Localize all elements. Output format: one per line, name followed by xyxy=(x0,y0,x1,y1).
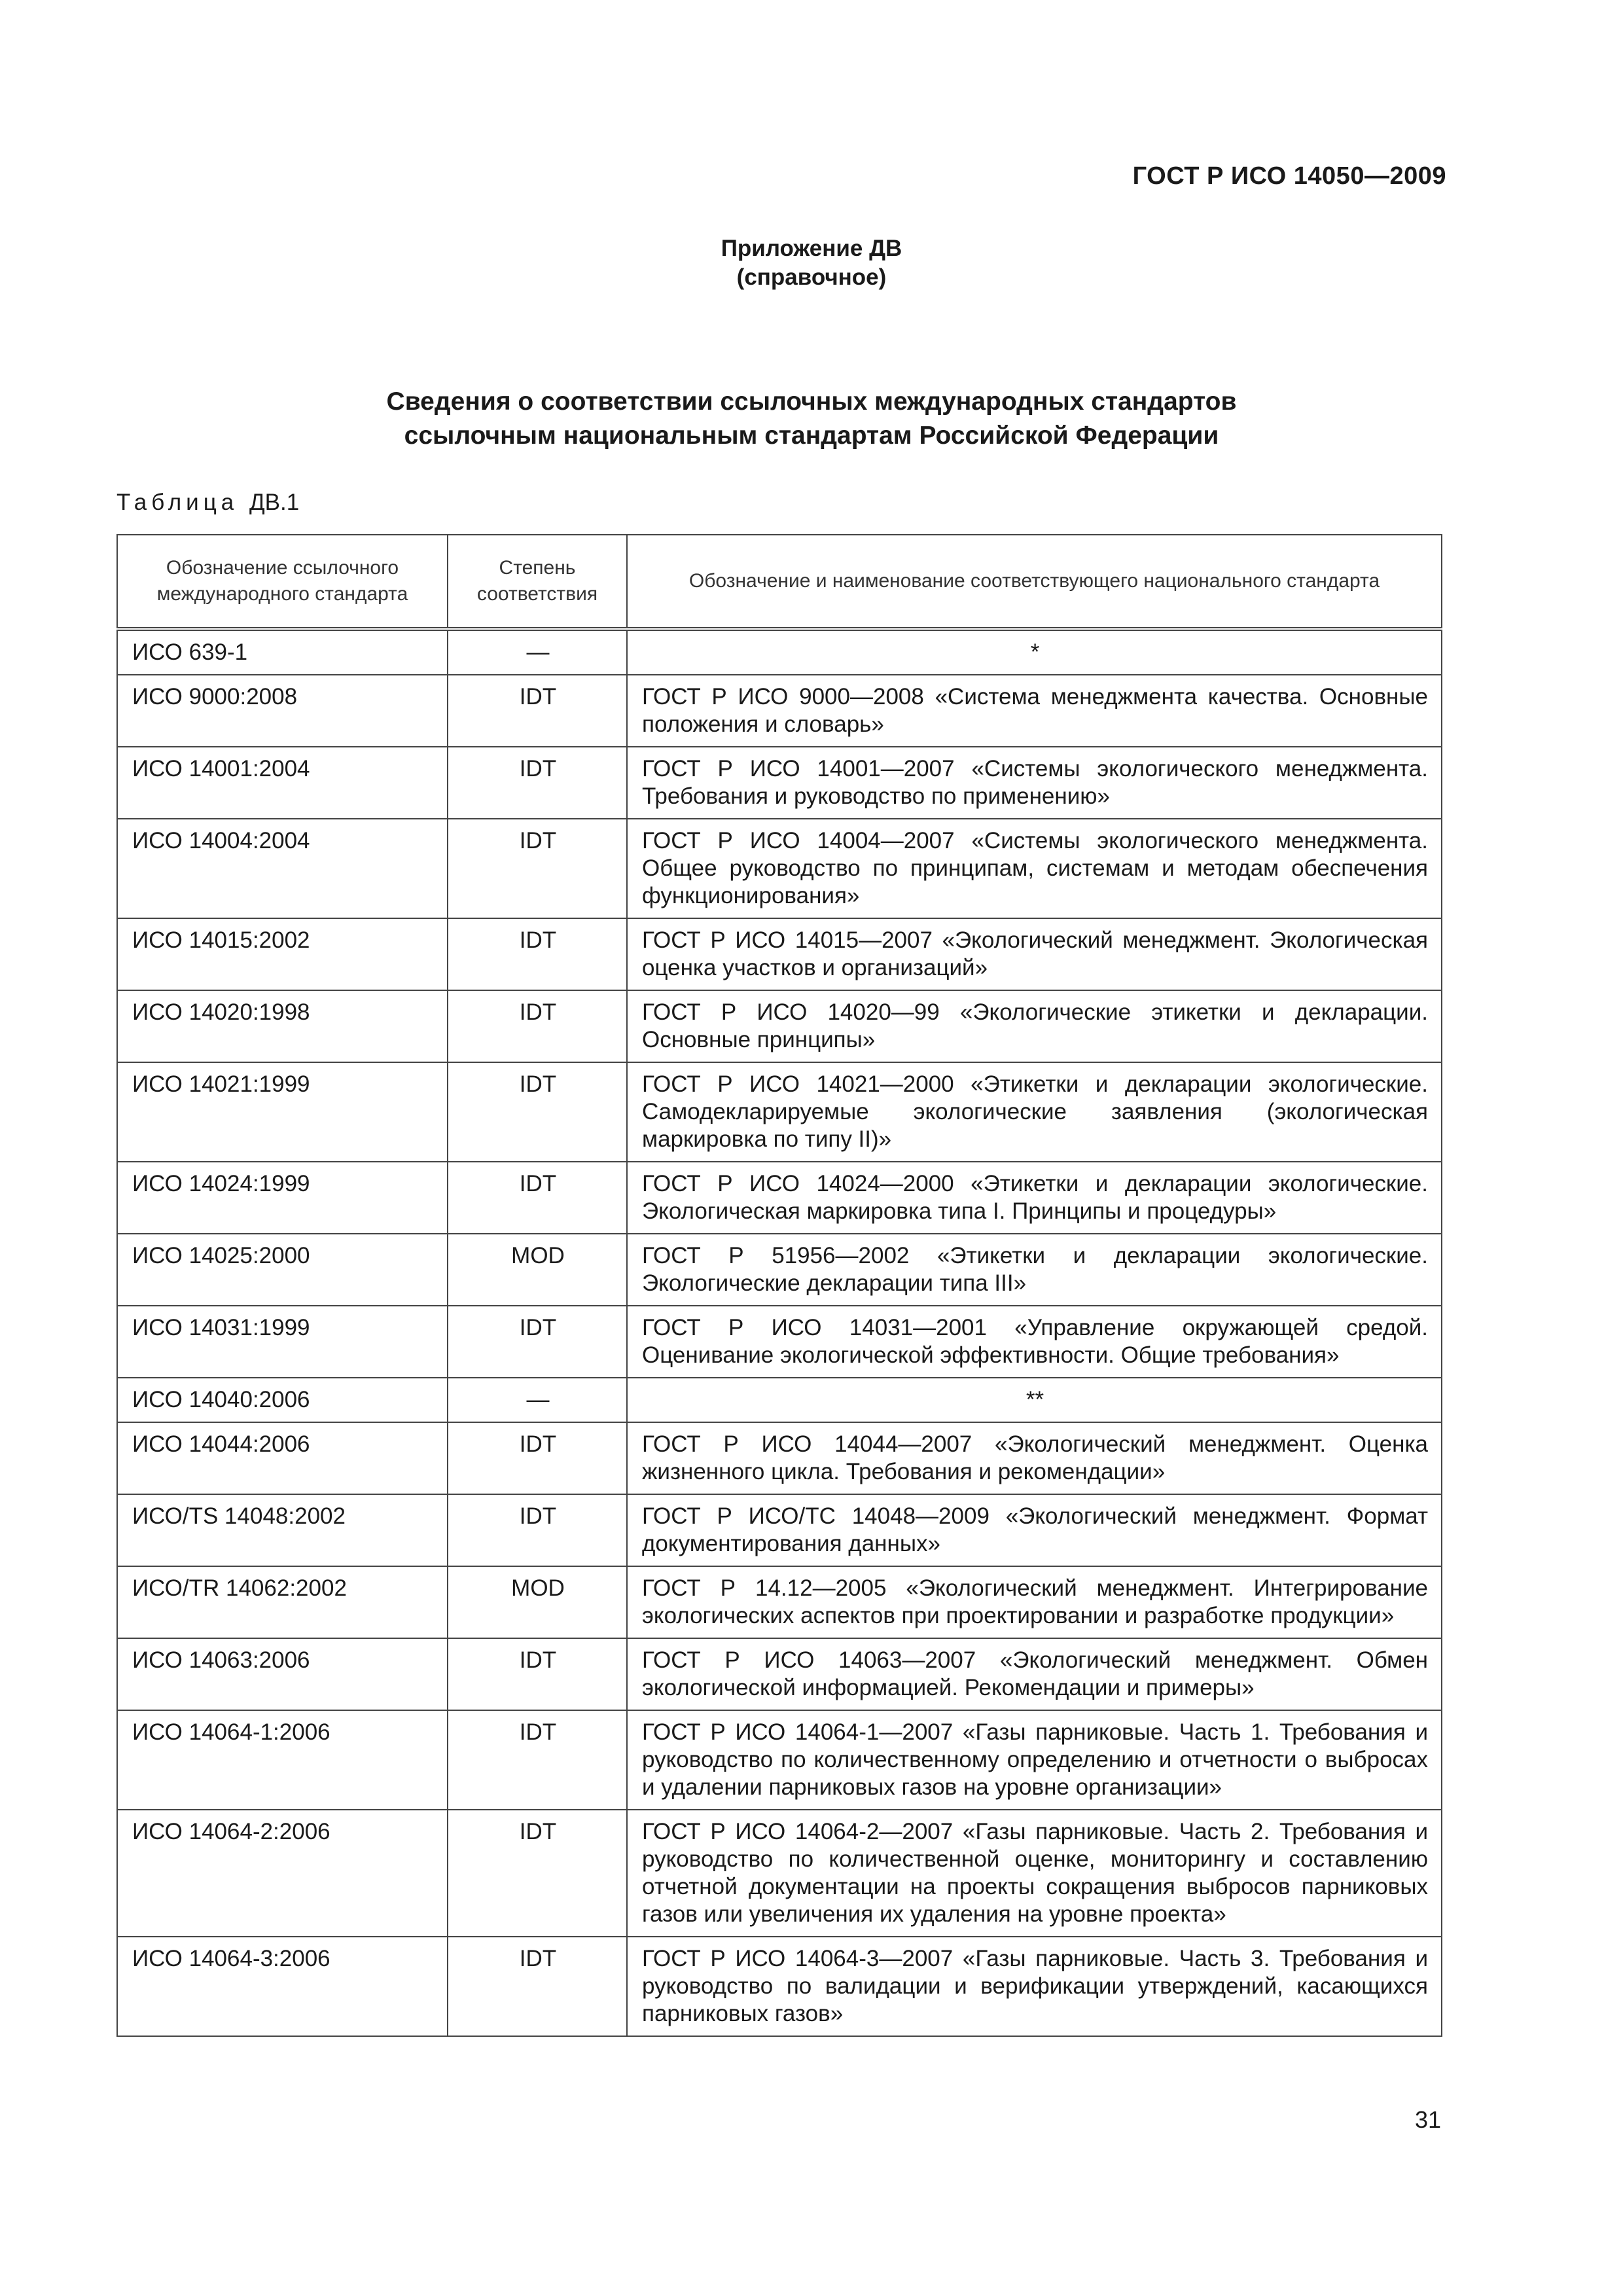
table-header xyxy=(117,535,1442,629)
degree-cell: MOD xyxy=(448,1566,627,1638)
table-row xyxy=(117,675,1442,747)
international-standard-cell: ИСО 14064-2:2006 xyxy=(117,1810,448,1937)
appendix-title: Приложение ДВ xyxy=(721,236,902,261)
national-standard-cell: ГОСТ Р 14.12—2005 «Экологический менеджмент. Интегрирование экологических аспектов при проектировании и разработке продукции» xyxy=(627,1566,1442,1638)
table-row xyxy=(117,918,1442,990)
national-standard-cell: ГОСТ Р ИСО 14044—2007 «Экологический менеджмент. Оценка жизненного цикла. Требования и рекомендации» xyxy=(627,1422,1442,1494)
title-line-2: ссылочным национальным стандартам Российской Федерации xyxy=(404,422,1219,450)
international-standard-cell: ИСО/TS 14048:2002 xyxy=(117,1494,448,1566)
title-line-1: Сведения о соответствии ссылочных международных стандартов xyxy=(386,387,1237,416)
degree-cell: IDT xyxy=(448,1638,627,1710)
header-international-standard: Обозначение ссылочного международного стандарта xyxy=(117,535,448,629)
national-standard-cell: ГОСТ Р ИСО 14004—2007 «Системы экологического менеджмента. Общее руководство по принципам, системам и методам обеспечения функционирования» xyxy=(627,819,1442,918)
table-row xyxy=(117,990,1442,1062)
document-code: ГОСТ Р ИСО 14050—2009 xyxy=(1132,162,1446,190)
international-standard-cell: ИСО 639-1 xyxy=(117,629,448,675)
degree-cell: IDT xyxy=(448,1710,627,1810)
international-standard-cell: ИСО 14064-3:2006 xyxy=(117,1937,448,2036)
table-row xyxy=(117,1810,1442,1937)
appendix-note: (справочное) xyxy=(736,264,887,290)
national-standard-cell: ГОСТ Р ИСО 14015—2007 «Экологический менеджмент. Экологическая оценка участков и организаций» xyxy=(627,918,1442,990)
international-standard-cell: ИСО 14063:2006 xyxy=(117,1638,448,1710)
table-row xyxy=(117,1638,1442,1710)
degree-cell: IDT xyxy=(448,1062,627,1162)
national-standard-cell: ГОСТ Р ИСО 9000—2008 «Система менеджмента качества. Основные положения и словарь» xyxy=(627,675,1442,747)
degree-cell: — xyxy=(448,1378,627,1422)
table-row xyxy=(117,1234,1442,1306)
table-label-number: ДВ.1 xyxy=(249,490,300,515)
international-standard-cell: ИСО 14020:1998 xyxy=(117,990,448,1062)
table-row xyxy=(117,1710,1442,1810)
degree-cell: IDT xyxy=(448,1810,627,1937)
national-standard-cell: ГОСТ Р ИСО 14021—2000 «Этикетки и декларации экологические. Самодекларируемые экологические заявления (экологическая маркировка по типу II)» xyxy=(627,1062,1442,1162)
appendix-heading xyxy=(0,234,1623,292)
international-standard-cell: ИСО 14024:1999 xyxy=(117,1162,448,1234)
table-row xyxy=(117,629,1442,675)
degree-cell: IDT xyxy=(448,1937,627,2036)
table-row xyxy=(117,1306,1442,1378)
national-standard-cell: ГОСТ Р ИСО 14001—2007 «Системы экологического менеджмента. Требования и руководство по применению» xyxy=(627,747,1442,819)
table-label-word: Таблица xyxy=(116,490,239,515)
international-standard-cell: ИСО 14015:2002 xyxy=(117,918,448,990)
table-row xyxy=(117,1494,1442,1566)
degree-cell: IDT xyxy=(448,1494,627,1566)
national-standard-cell: ГОСТ Р ИСО 14064-3—2007 «Газы парниковые. Часть 3. Требования и руководство по валидации и верификации утверждений, касающихся парниковых газов» xyxy=(627,1937,1442,2036)
international-standard-cell: ИСО 14040:2006 xyxy=(117,1378,448,1422)
table-row xyxy=(117,1062,1442,1162)
national-standard-cell: * xyxy=(627,629,1442,675)
correspondence-table xyxy=(116,534,1442,2037)
correspondence-table-wrapper xyxy=(116,534,1441,2037)
header-degree-of-correspondence: Степень соответствия xyxy=(448,535,627,629)
national-standard-cell: ГОСТ Р ИСО 14020—99 «Экологические этикетки и декларации. Основные принципы» xyxy=(627,990,1442,1062)
international-standard-cell: ИСО 14025:2000 xyxy=(117,1234,448,1306)
national-standard-cell: ГОСТ Р ИСО 14024—2000 «Этикетки и декларации экологические. Экологическая маркировка типа I. Принципы и процедуры» xyxy=(627,1162,1442,1234)
page-title xyxy=(0,385,1623,453)
degree-cell: IDT xyxy=(448,747,627,819)
degree-cell: IDT xyxy=(448,1422,627,1494)
national-standard-cell: ГОСТ Р ИСО/ТС 14048—2009 «Экологический менеджмент. Формат документирования данных» xyxy=(627,1494,1442,1566)
table-row xyxy=(117,1937,1442,2036)
international-standard-cell: ИСО/TR 14062:2002 xyxy=(117,1566,448,1638)
international-standard-cell: ИСО 14021:1999 xyxy=(117,1062,448,1162)
degree-cell: IDT xyxy=(448,918,627,990)
page-number: 31 xyxy=(1414,2106,1441,2133)
table-row xyxy=(117,1566,1442,1638)
table-row xyxy=(117,747,1442,819)
table-row xyxy=(117,1162,1442,1234)
international-standard-cell: ИСО 14044:2006 xyxy=(117,1422,448,1494)
degree-cell: IDT xyxy=(448,1306,627,1378)
degree-cell: IDT xyxy=(448,819,627,918)
table-row xyxy=(117,819,1442,918)
national-standard-cell: ГОСТ Р ИСО 14063—2007 «Экологический менеджмент. Обмен экологической информацией. Рекомендации и примеры» xyxy=(627,1638,1442,1710)
national-standard-cell: ГОСТ Р ИСО 14064-1—2007 «Газы парниковые. Часть 1. Требования и руководство по количественному определению и отчетности о выбросах и удалении парниковых газов на уровне организации» xyxy=(627,1710,1442,1810)
table-row xyxy=(117,1378,1442,1422)
international-standard-cell: ИСО 14001:2004 xyxy=(117,747,448,819)
degree-cell: IDT xyxy=(448,1162,627,1234)
national-standard-cell: ГОСТ Р 51956—2002 «Этикетки и декларации экологические. Экологические декларации типа III» xyxy=(627,1234,1442,1306)
international-standard-cell: ИСО 14004:2004 xyxy=(117,819,448,918)
degree-cell: MOD xyxy=(448,1234,627,1306)
table-body xyxy=(117,629,1442,2036)
national-standard-cell: ** xyxy=(627,1378,1442,1422)
international-standard-cell: ИСО 9000:2008 xyxy=(117,675,448,747)
header-national-standard: Обозначение и наименование соответствующего национального стандарта xyxy=(627,535,1442,629)
international-standard-cell: ИСО 14064-1:2006 xyxy=(117,1710,448,1810)
degree-cell: — xyxy=(448,629,627,675)
degree-cell: IDT xyxy=(448,990,627,1062)
national-standard-cell: ГОСТ Р ИСО 14064-2—2007 «Газы парниковые. Часть 2. Требования и руководство по количественной оценке, мониторингу и составлению отчетной документации на проекты сокращения выбросов парниковых газов или увеличения их удаления на уровне проекта» xyxy=(627,1810,1442,1937)
table-label xyxy=(116,490,299,516)
table-row xyxy=(117,1422,1442,1494)
table-header-row xyxy=(117,535,1442,629)
degree-cell: IDT xyxy=(448,675,627,747)
national-standard-cell: ГОСТ Р ИСО 14031—2001 «Управление окружающей средой. Оценивание экологической эффективности. Общие требования» xyxy=(627,1306,1442,1378)
international-standard-cell: ИСО 14031:1999 xyxy=(117,1306,448,1378)
